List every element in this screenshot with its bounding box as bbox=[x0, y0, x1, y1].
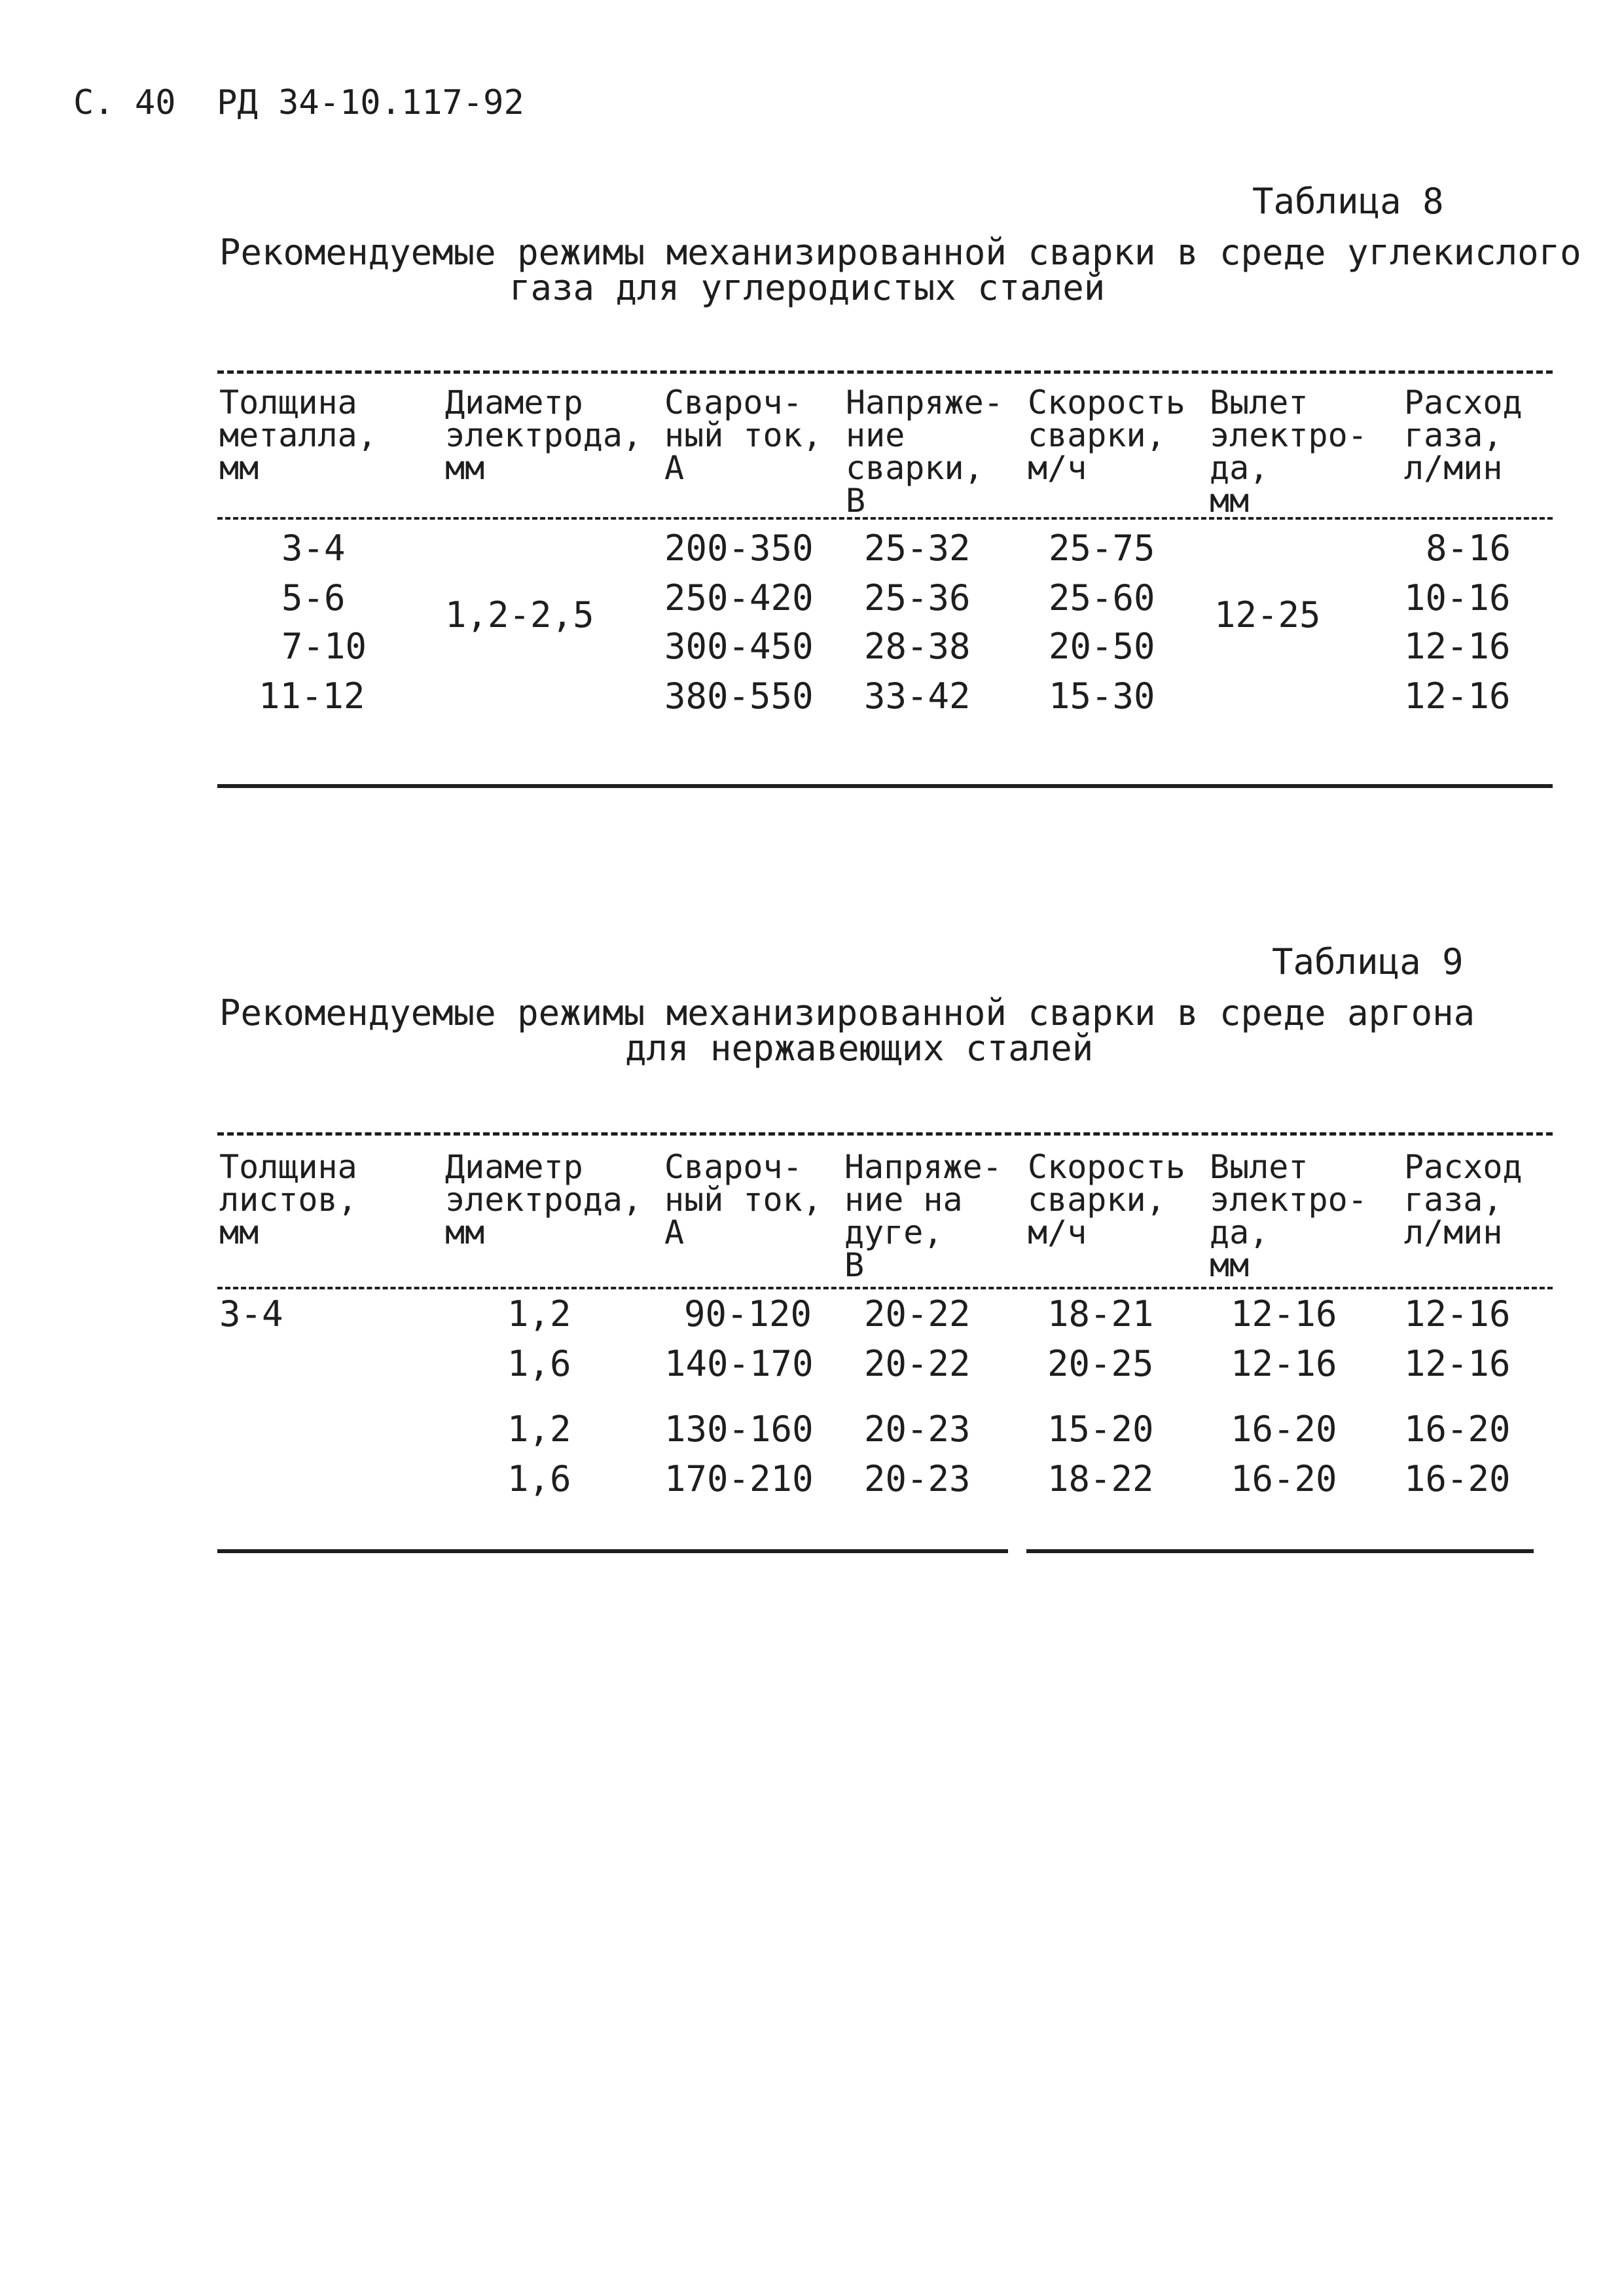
table-cell: 170-210 bbox=[664, 1458, 814, 1499]
table-cell: 16-20 bbox=[1404, 1408, 1511, 1450]
column-header: Вылет электро- да, мм bbox=[1210, 1148, 1367, 1284]
table-cell: 7-10 bbox=[281, 626, 367, 667]
table-caption: Рекомендуемые режимы механизированной сварки в среде углекислого bbox=[219, 232, 1581, 273]
table-caption: Рекомендуемые режимы механизированной сварки в среде аргона bbox=[219, 992, 1475, 1033]
column-header: Напряже- ние на дуге, В bbox=[844, 1148, 1002, 1284]
table-cell: 11-12 bbox=[259, 675, 365, 717]
table-cell: 3-4 bbox=[281, 528, 346, 569]
table-cell: 8-16 bbox=[1426, 528, 1511, 569]
table-cell: 12-16 bbox=[1404, 626, 1511, 667]
column-header: Вылет электро- да, мм bbox=[1210, 384, 1367, 520]
table-cell: 12-16 bbox=[1231, 1343, 1337, 1384]
column-header: Диаметр электрода, мм bbox=[445, 384, 643, 487]
table-cell: 15-30 bbox=[1049, 675, 1155, 717]
table-cell: 25-75 bbox=[1049, 528, 1155, 569]
table-cell: 250-420 bbox=[664, 577, 814, 619]
table-label: Таблица 8 bbox=[1252, 181, 1444, 222]
table-cell: 5-6 bbox=[281, 577, 346, 619]
table-bottom-rule bbox=[217, 1549, 1008, 1553]
table-cell: 1,2 bbox=[507, 1408, 571, 1450]
table-caption: для нержавеющих сталей bbox=[625, 1028, 1094, 1069]
table-cell: 12-16 bbox=[1404, 1293, 1511, 1335]
table-cell: 130-160 bbox=[664, 1408, 814, 1450]
table-cell: 200-350 bbox=[664, 528, 814, 569]
table-cell: 25-36 bbox=[864, 577, 971, 619]
table-cell: 20-22 bbox=[864, 1293, 971, 1335]
table-cell: 1,2 bbox=[507, 1293, 571, 1335]
column-header: Свароч- ный ток, А bbox=[664, 384, 822, 487]
column-header: Расход газа, л/мин bbox=[1404, 384, 1523, 487]
table-cell: 380-550 bbox=[664, 675, 814, 717]
table-cell: 300-450 bbox=[664, 626, 814, 667]
table-cell: 12-25 bbox=[1214, 594, 1321, 636]
column-header: Толщина листов, мм bbox=[219, 1148, 357, 1251]
table-cell: 12-16 bbox=[1231, 1293, 1337, 1335]
column-header: Скорость сварки, м/ч bbox=[1028, 1148, 1185, 1251]
table-bottom-rule bbox=[1026, 1549, 1534, 1553]
table-cell: 20-23 bbox=[864, 1408, 971, 1450]
table-cell: 20-50 bbox=[1049, 626, 1155, 667]
table-cell: 18-22 bbox=[1047, 1458, 1154, 1499]
table-cell: 90-120 bbox=[684, 1293, 812, 1335]
header-rule bbox=[217, 517, 1553, 520]
table-cell: 10-16 bbox=[1404, 577, 1511, 619]
table-cell: 25-60 bbox=[1049, 577, 1155, 619]
table-cell: 15-20 bbox=[1047, 1408, 1154, 1450]
table-label: Таблица 9 bbox=[1272, 941, 1464, 982]
table-cell: 1,6 bbox=[507, 1343, 571, 1384]
table-cell: 3-4 bbox=[219, 1293, 283, 1335]
table-cell: 20-25 bbox=[1047, 1343, 1154, 1384]
table-bottom-rule bbox=[217, 784, 1553, 788]
table-cell: 16-20 bbox=[1231, 1408, 1337, 1450]
table-cell: 25-32 bbox=[864, 528, 971, 569]
table-cell: 20-23 bbox=[864, 1458, 971, 1499]
column-header: Расход газа, л/мин bbox=[1404, 1148, 1523, 1251]
column-header: Толщина металла, мм bbox=[219, 384, 377, 487]
table-cell: 12-16 bbox=[1404, 1343, 1511, 1384]
page-header: С. 40 РД 34-10.117-92 bbox=[73, 83, 524, 122]
column-header: Скорость сварки, м/ч bbox=[1028, 384, 1185, 487]
table-cell: 12-16 bbox=[1404, 675, 1511, 717]
table-cell: 33-42 bbox=[864, 675, 971, 717]
column-header: Свароч- ный ток, А bbox=[664, 1148, 822, 1251]
table-cell: 140-170 bbox=[664, 1343, 814, 1384]
table-cell: 20-22 bbox=[864, 1343, 971, 1384]
column-header: Диаметр электрода, мм bbox=[445, 1148, 643, 1251]
table-cell: 18-21 bbox=[1047, 1293, 1154, 1335]
table-cell: 28-38 bbox=[864, 626, 971, 667]
header-rule bbox=[217, 1287, 1553, 1289]
column-header: Напряже- ние сварки, В bbox=[846, 384, 1003, 520]
table-top-rule bbox=[217, 370, 1553, 374]
table-cell: 16-20 bbox=[1231, 1458, 1337, 1499]
table-cell: 16-20 bbox=[1404, 1458, 1511, 1499]
table-cell: 1,2-2,5 bbox=[445, 594, 594, 636]
table-top-rule bbox=[217, 1132, 1553, 1136]
table-caption: газа для углеродистых сталей bbox=[509, 267, 1106, 308]
table-cell: 1,6 bbox=[507, 1458, 571, 1499]
